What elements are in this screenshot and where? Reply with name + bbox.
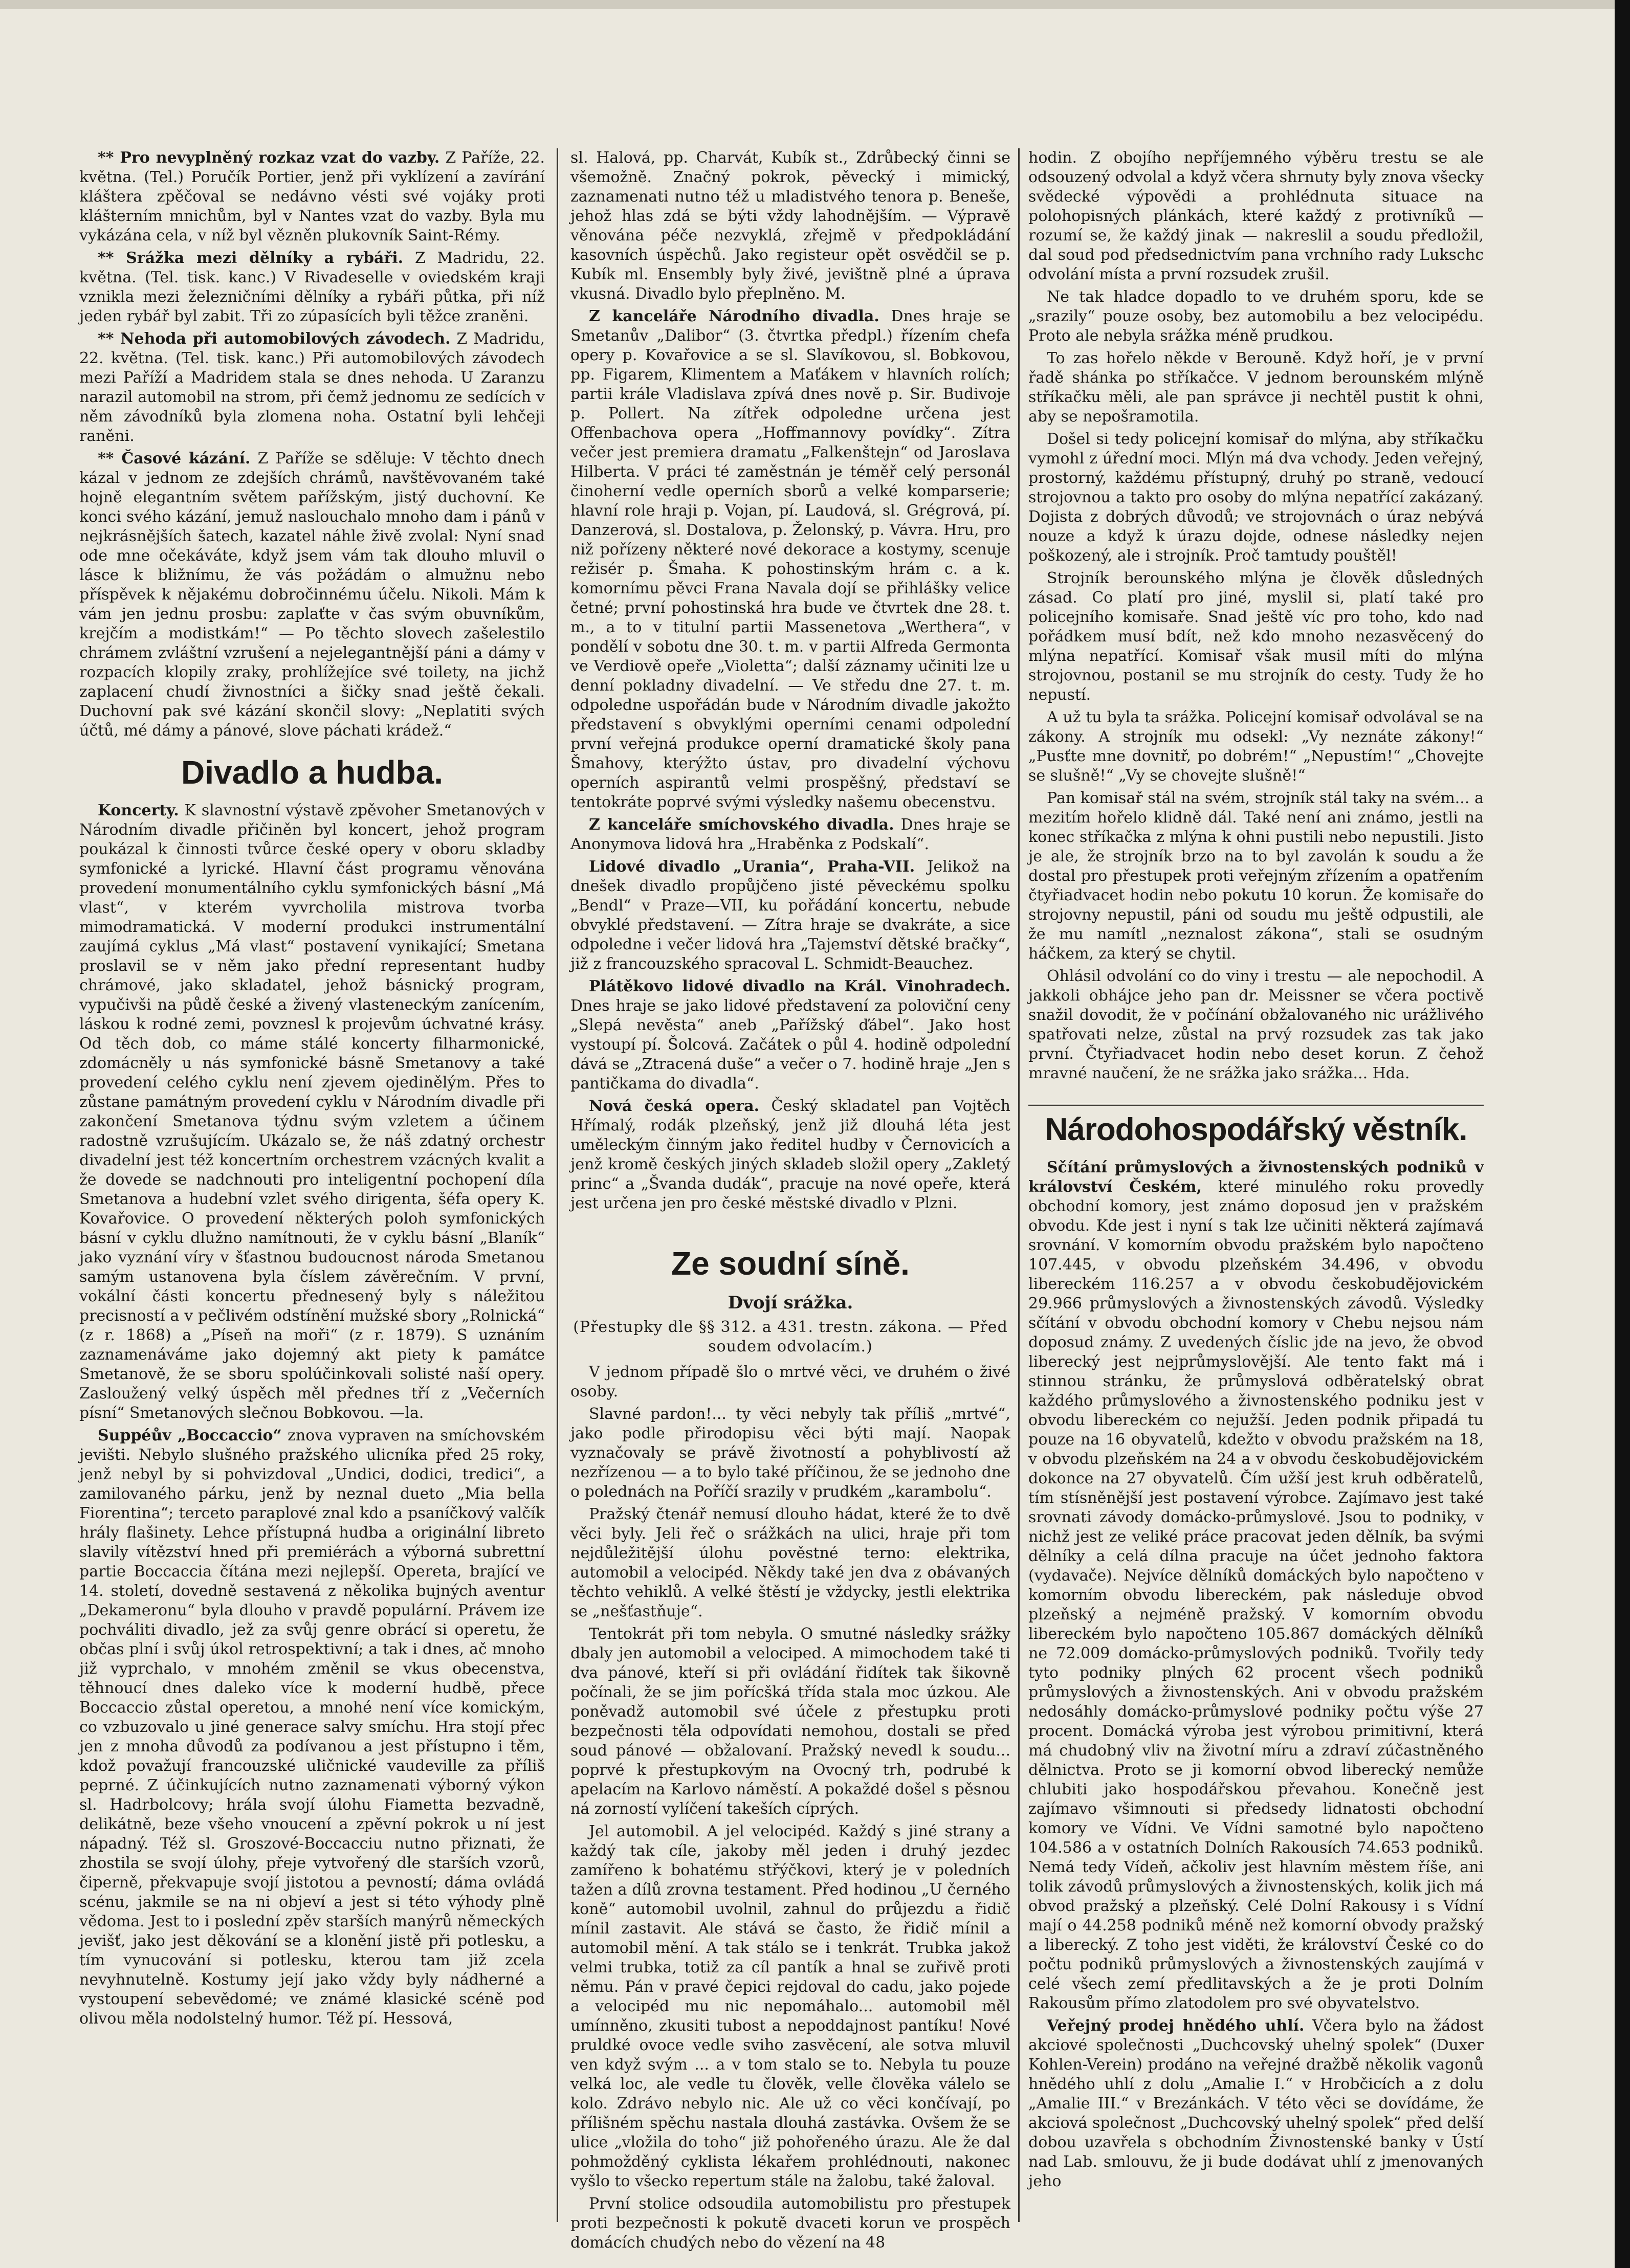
notice-text: Dnes hraje se jako lidové představení za poloviční ceny „Slepá nevěsta“ aneb „Pařížský ďábel“. Jako host vystoupí pí. Šolcová. Začátek o půl 4. hodině odpolední dává se „Ztracená duše“ a večer o 7. hodině hraje „Jen s pantičkama do divadla“. xyxy=(570,997,1010,1093)
economy-item xyxy=(1028,2016,1484,2191)
court-paragraph: hodin. Z obojího nepříjemného výběru trestu se ale odsouzený odvolal a když včera shrnuty byly znova všecky svědecké výpovědi a prohlédnuta situace na polohopisných plánkách, které každý z protivníků — rozumí se, že každý jinak — nakreslil a soudu předložil, dal soud pod předsednictvím pana vrchního rady Lukschc odvolání místa a první rozsudek zrušil. xyxy=(1028,149,1484,283)
notice-lead: Z kanceláře Národního divadla. xyxy=(589,307,879,325)
column-rule xyxy=(1018,148,1020,2222)
court-paragraph: V jednom případě šlo o mrtvé věci, ve druhém o živé osoby. xyxy=(570,1363,1010,1400)
page-top-edge xyxy=(0,0,1630,9)
notice-text: Dnes hraje se Anonymova lidová hra „Hraběnka z Podskalí“. xyxy=(570,816,1010,853)
court-paragraph: Strojník berounského mlýna je člověk důsledných zásad. Co platí pro jiné, myslil si, platí také pro policejního komisaře. Snad ještě víc pro toho, kdo nad pořádkem musí bdít, než kdo mnoho nezasvěcený do mlýna nepatřící. Komisař však musil míti do mlýna strojovnou, postanil se mu strojník do cesty. Tudy že ho nepustí. xyxy=(1028,569,1484,704)
section-heading-theatre: Divadlo a hudba. xyxy=(181,754,444,791)
news-text: Z Madridu, 22. května. (Tel. tisk. kanc.) V Rivadeselle v oviedském kraji vznikla mezi železničními dělníky a rybáři půtka, při níž jeden rybář byl zabit. Tři zo zúpasících byli těžce zraněni. xyxy=(79,249,545,325)
news-item xyxy=(79,148,545,246)
continued-paragraph: sl. Halová, pp. Charvát, Kubík st., Zdrůbecký činni se všemožně. Značný pokrok, pěvecký i mimický, zaznamenati nutno též u mladistvého tenora p. Beneše, jehož hlas zdá se býti vždy lahodnějším. — Výpravě věnována péče nezvyklá, zřejmě v předpokládání kasovních úspěchů. Jako registeur opět osvědčil se p. Kubík ml. Ensembly byly živé, jevištně plné a úprava vkusná. Divadlo bylo přeplněno. M. xyxy=(570,149,1010,303)
notice-lead: Z kanceláře smíchovského divadla. xyxy=(589,816,894,834)
news-text: Z Madridu, 22. května. (Tel. tisk. kanc.) Při automobilových závodech mezi Paříží a Madridem stala se dnes nehoda. U Zaranzu narazil automobil na strom, při čemž jednomu ze sedících v něm závodníků byla zlomena noha. Ostatní byli lehčeji raněni. xyxy=(79,330,545,445)
economy-lead: Sčítání průmyslových a živnostenských podniků v království Českém, xyxy=(1028,1159,1484,1196)
theatre-lead: Koncerty. xyxy=(98,802,179,819)
court-paragraph: Tentokrát při tom nebyla. O smutné následky srážky dbaly jen automobil a velociped. A mimochodem také ti dva pánové, kteří si při ovládání řidítek tak šikovně počínali, že se jim pořícšká třída stala moc úzkou. Ale poněvadž automobil své účele z přestupku proti bezpečnosti těla odpovídati nemohou, dostali se před soud pánové — obžalovaní. Pražský nevedl k soudu... poprvé k přestupkovým na Ovocný trh, podrubé k apelacím na Karlovo náměstí. A pokaždé došel s pěsnou ná zorností vylíčení takeších cíprých. xyxy=(570,1625,1010,1818)
section-heading-economy: Národohospodářský věstník. xyxy=(1028,1104,1484,1149)
court-paragraph: To zas hořelo někde v Berouně. Když hoří, je v první řadě shánka po stříkačce. V jednom berounském mlýně stříkačku měli, ale pan správce ji nechtěl pustit k ohni, aby se nepošramotila. xyxy=(1028,349,1484,426)
theatre-signature: —la. xyxy=(389,1404,424,1422)
news-lead: ** Pro nevyplněný rozkaz vzat do vazby. xyxy=(98,149,440,167)
theatre-text: K slavnostní výstavě zpěvoher Smetanových v Národním divadle přičiněn byl koncert, jehož program poukázal k činnosti tvůrce české opery v oboru skladby symfonické a lyrické. Hlavní část programu věnována provedení monumentálního cyklu symfonických básní „Má vlast“, v kterém vyvrcholila mistrova tvorba mimodramatická. V moderní produkci instrumentální zaujímá cyklus „Má vlast“ postavení vynikající; Smetana proslavil se v něm jako přední representant hudby chrámové, jako skladatel, jehož básnický program, vypučivši na půdě české a živený vlasteneckým zanícením, láskou k rodné zemi, povznesl k projevům úchvatné krásy. Od těch dob, co máme stálé koncerty filharmonické, zdomácněly u nás symfonické básně Smetanovy a také provedení celého cyklu není zjevem ojedinělým. Přes to zůstane památným provedení cyklu v Národním divadle při zakončení Smetanova týdnu svým vzletem a účinem radostně vzrušujícím. Ukázalo se, že náš zdatný orchestr divadelní jest též koncertním orchestrem vzácných kvalit a že dovede se nadchnouti pro inteligentní pochopení díla Smetanova a hudební vzlet svého dirigenta, šéfa opery K. Kovařovice. O provedení některých poloh symfonických básní v cyklu dlužno namítnouti, že v cyklu básní „Blaník“ jako vyznání víry v šťastnou budoucnost národa Smetanou samým ustanovena byla číslem závěrečním. V první, vokální části koncertu přednesený byly s náležitou precisností a v pečlivém odstínění mužské sbory „Rolnická“ (z r. 1868) a „Píseň na moři“ (z r. 1879). S uznáním zaznamenáváme jako dojemný akt piety k památce Smetanově, že se sboru spolúčinkovali solisté naší opery. Zasloužený velký úspěch měl přednes tří z „Večerních písní“ Smetanových slečnou Bobkovou. xyxy=(79,802,545,1422)
section-heading-court: Ze soudní síně. xyxy=(671,1245,910,1282)
news-lead: ** Časové kázání. xyxy=(98,450,251,468)
page-right-edge xyxy=(1615,0,1630,2268)
court-paragraph: Jel automobil. A jel velocipéd. Každý s jiné strany a každý tak cíle, jakoby měl jeden i druhý jezdec zamířeno k bohatému střýčkovi, který je v poledních tažen a dílů zrovna testament. Před hodinou „U černého koně“ automobil uvolnil, zahnul do průjezdu a řidič mínil zastavit. Ale stává se často, že řidič mínil a automobil mění. A tak stálo se i tenkrát. Trubka jakož velmi trubka, totiž za cíl pantík a hnal se zuřivě proti němu. Pán v pravé čepici rejdoval do cadu, jako pojede a velocipéd mu nic nepomáhalo... automobil měl umínněno, zkusiti tubost a nepoddajnost pantíku! Nové pruldké ovoce vedle sviho zasvěcení, ale sotva mluvil ven když svým ... a v tom stalo se to. Nebyla tu pouze velká loc, ale vedle tu člověk, velle člověka válelo se kolo. Zdrávo nebylo nic. Ale už co věci končívají, po přílišném spěchu nastala dlouhá zastávka. Ovšem že se ulice „vložila do toho“ již pohořeného úrazu. Ale že dal pohmožděný cyklista lékařem prohlédnouti, nakonec vyšlo to všecko repertum stále na žalobu, také žaloval. xyxy=(570,1822,1010,2190)
court-paragraph: Pražský čtenář nemusí dlouho hádat, které že to dvě věci byly. Jeli řeč o srážkách na ulici, hraje při tom nejdůležitější úlohu pověstné terno: elektrika, automobil a velocipéd. Někdy také jen dva z obávaných těchto vehiklů. A velké štěstí je vždycky, jestli elektrika se „nešťastňuje“. xyxy=(570,1505,1010,1620)
economy-text: které minulého roku provedly obchodní komory, jest známo doposud jen v pražském obvodu. Kde jest i nyní s tak lze učiniti některá zajímavá srovnání. V komorním obvodu pražském bylo napočteno 107.445, v obvodu plzeňském 34.496, v obvodu libereckém 116.257 a v obvodu českobudějovickém 29.966 průmyslových a živnostenských závodů. Výsledky sčítání v obvodu obchodní komory v Chebu nejsou nám doposud známy. Z uvedených číslic jde na jevo, že obvod liberecký jest nejprůmyslovější. Ale tento fakt má i stinnou stránku, že průmyslová odběratelský obrat každého průmyslového a živnostenského podniku jest v obvodu libereckém co nejužší. Jeden podnik připadá tu pouze na 16 obyvatelů, kdežto v obvodu pražském na 18, v obvodu plzeňském na 24 a v obvodu českobudějovickém dokonce na 27 obyvatelů. Čím užší jest kruh odběratelů, tím stísněnější jest postavení výrobce. Zajímavo jest také srovnati závody domácko-průmyslové. Jsou to podniky, v nichž jest ze veliké práce pracovat jeden dělník, ba svými dělníky a celá dílna pracuje na účet jednoho faktora (vydavače). Nejvíce dělníků domáckých bylo napočteno v komorním obvodu libereckém, pak následuje obvod plzeňský a nejméně pražský. V komorním obvodu libereckém bylo napočteno 105.867 domáckých dělníků ne 72.009 domácko-průmyslových podniků. Tvořily tedy tyto podniky plných 62 procent všech podniků průmyslových a živnostenských. Ani v obvodu pražském nedosáhly domácko-průmyslové podniky počtu výše 27 procent. Domácká výroba jest výrobou primitivní, která má chudobný vliv na životní míru a zdraví zúčastněného dělnictva. Proto se ji komorní obvod liberecký nemůže chlubiti jako hospodářskou převahou. Konečně jest zajímavo všimnouti si předsedy lidnatosti obchodní komory ve Vídni. Ve Vídni samotné bylo napočteno 104.586 a v ostatních Dolních Rakousích 74.653 podniků. Nemá tedy Vídeň, ačkoliv jest hlavním městem říše, ani tolik závodů průmyslových a živnostenských, kolik jich má obvod pražský a plzeňský. Celé Dolní Rakousy i s Vídní mají o 44.258 podniků méně než komorní obvody pražský a liberecký. Z toho jest viděti, že království České co do počtu podniků průmyslových a živnostenských zaujímá v celé všech zemí předlitavských a že je proti Dolním Rakousům přímo zlatodolem pro své obyvatelstvo. xyxy=(1028,1178,1484,2012)
court-subheading-note: (Přestupky dle §§ 312. a 431. trestn. zákona. — Před soudem odvolacím.) xyxy=(573,1318,1008,1355)
news-lead: ** Nehoda při automobilových závodech. xyxy=(98,330,451,348)
court-paragraph: Ne tak hladce dopadlo to ve druhém sporu, kde se „srazily“ pouze osoby, bez automobilu a bez velocipédu. Proto ale nebyla srážka méně prudkou. xyxy=(1028,288,1484,345)
notice-lead: Plátěkovo lidové divadlo na Král. Vinohradech. xyxy=(589,977,1010,995)
news-text: Z Paříže se sděluje: V těchto dnech kázal v jednom ze zdejších chrámů, navštěvovaném také hojně elegantním světem pařížským, jistý duchovní. Ke konci svého kázání, jemuž naslouchalo mnoho dam i pánů v nejkrásnějších šatech, kazatel náhle živě zvolal: Nyní snad ode mne očekáváte, když jsem vám tak dlouho mluvil o lásce k bližnímu, že vás požádám o almužnu nebo příspěvek k nějakému dobročinnému účelu. Nikoli. Mám k vám jen jednu prosbu: zaplaťte v čas svým obuvníkům, krejčím a modistkám!“ — Po těchto slovech zašelestilo chrámem zvláštní vzrušení a nejelegantnější páni a dámy v rozpacích klopily zraky, prohlížejíce své toilety, na jichž zaplacení chudí živnostníci a šičky snad ještě čekali. Duchovní pak své kázání skončil slovy: „Neplatiti svých účtů, mé dámy a pánové, slove páchati krádež.“ xyxy=(79,450,545,740)
theatre-item xyxy=(79,1426,545,2029)
column-3 xyxy=(1028,148,1484,2222)
news-lead: ** Srážka mezi dělníky a rybáři. xyxy=(98,249,404,267)
court-paragraph: První stolice odsoudila automobilistu pro přestupek proti bezpečnosti k pokutě dvaceti korun ve prospěch domácích chudých nebo do vězení na 48 xyxy=(570,2195,1010,2252)
column-rule xyxy=(557,148,558,2222)
notice-lead: Nová česká opera. xyxy=(589,1097,760,1115)
court-paragraph: Slavné pardon!... ty věci nebyly tak příliš „mrtvé“, jako podle přirodopisu věci býti mají. Naopak vyznačovaly se právě životností a pohyblivostí až nezřízenou — a to bylo také příčinou, že se jednoho dne o polednách na Poříčí srazily v prudkém „karambolu“. xyxy=(570,1405,1010,1501)
court-subheading: Dvojí srážka. xyxy=(728,1293,853,1313)
notice-text: Jelikož na dnešek divadlo propůjčeno jisté pěveckému spolku „Bendl“ v Praze—VII, ku pořádání koncertu, nebude obvyklé představení. — Zítra hraje se dvakráte, a sice odpoledne i večer lidová hra „Tajemství dětské bračky“, již z francouzského spracoval L. Schmidt-Beauchez. xyxy=(570,858,1010,973)
theatre-text: znova vypraven na smíchovském jevišti. Nebylo slušného pražského ulicníka před 25 roky, jenž nebyl by si pohvizdoval „Undici, dodici, tredici“, a zamilovaného párku, jenž by neznal dueto „Mia bella Fiorentina“; terceto paraplové znal kdo a psaníčkový valčík hrály flašinety. Lehce přístupná hudba a originální libreto slavily vítězství hned při premiérách a výborná subrettní partie Boccaccia čítána mezi nejlepší. Opereta, brající ve 14. století, dovedně sestavená z několika bujných aventur „Dekameronu“ byla dlouho v pravdě populární. Právem ize pochváliti divadlo, jež za svůj genre obrácí si operetu, že občas plní i svůj úkol retrospektivní; a tak i dnes, ač mnoho již vyprchalo, v mnohém změnil se vkus obecenstva, těhnoucí dnes daleko více k moderní hudbě, přece Boccaccio zůstal operetou, a mnohé není více komickým, co vzbuzovalo u jiné generace salvy smíchu. Hra stojí přec jen z mnoha důvodů za podívanou a jest přístupno i těm, kdož považují francouzské uličnické vaudeville za příliš peprné. Z účinkujících nutno zaznamenati výborný výkon sl. Hadrbolcovy; hrála svojí úlohu Fiametta bezvadně, delikátně, beze všeho vnoucení a zpěvní pokrok u ní jest nápadný. Též sl. Groszové-Boccacciu nutno přiznati, že zhostila se svojí úlohy, přeje vytvořený dle starších vzorů, čiperně, překvapuje svojí jistotou a pevností; dáma ovládá scénu, jakmile se na ni objeví a jest si této výhody plně vědoma. Jest to i poslední zpěv starších manýrů německých jevišť, jako jest děkování se a klonění jistě při potlesku, a tím vynucování si potlesku, kterou tam již zcela nevyhnutelně. Kostumy její jako vždy byly nádherné a vystoupení sebevědomé; ve známé klasické scéně pod olivou měla nodolstelný humor. Též pí. Hessová, xyxy=(79,1427,545,2028)
theatre-lead: Suppéův „Boccaccio“ xyxy=(98,1427,282,1444)
economy-text: Včera bylo na žádost akciové společnosti „Duchcovský uhelný spolek“ (Duxer Kohlen-Verein) prodáno na veřejné dražbě několik vagonů hnědého uhlí z dolu „Amalie I.“ v Hrobčicích a z dolu „Amalie III.“ v Brezánkách. V této věci se dovídáme, že akciová společnost „Duchcovský uhelný spolek“ před delší dobou uzavřela s obchodním Živnostenské banky v Ústí nad Lab. smlouvu, že ji bude dodávat uhlí z jmenovaných jeho xyxy=(1028,2017,1484,2190)
theatre-notice xyxy=(570,977,1010,1094)
news-item xyxy=(79,329,545,446)
court-paragraph: Pan komisař stál na svém, strojník stál taky na svém... a mezitím hořelo klidně dál. Také není ani známo, jestli na konec stříkačka z mlýna k ohni pustili nebo nepustili. Jisto je ale, že strojník brzo na to byl zavolán k soudu a že dostal pro přestupek proti veřejným zřízením a opatřením čtyřiadvacet hodin nebo pokutu 10 korun. Že komisaře do strojovny nepustil, páni od soudu mu ještě odpustili, ale že mu namítl „neznalost zákona“, stali se osudným háčkem, za který se chytil. xyxy=(1028,789,1484,963)
theatre-notice xyxy=(570,307,1010,812)
theatre-notice xyxy=(570,1097,1010,1213)
economy-lead: Veřejný prodej hnědého uhlí. xyxy=(1047,2017,1305,2035)
news-text: Z Paříže, 22. května. (Tel.) Poručík Portier, jenž při vyklízení a zavírání kláštera zpěčoval se nedávno vésti své vojáky proti klášterním mnichům, byl v Nantes vzat do vazby. Byla mu vykázána cela, v níž byl vězněn plukovník Saint-Rémy. xyxy=(79,149,545,244)
theatre-notice xyxy=(570,815,1010,854)
theatre-item xyxy=(79,801,545,1423)
notice-text: Český skladatel pan Vojtěch Hřímalý, rodák plzeňský, jenž již dlouhá léta jest uměleckým činným jako ředitel hudby v Černovicích a jenž kromě českých jiných skladeb složil opery „Zakletý princ“ a „Švanda dudák“, pracuje na nové opeře, která jest určena jen pro české městské divadlo v Plzni. xyxy=(570,1097,1010,1212)
column-1 xyxy=(79,148,545,2222)
court-paragraph: Ohlásil odvolání co do viny i trestu — ale nepochodil. A jakkoli obhájce jeho pan dr. Meissner se včera poctivě snažil dovodit, že v počínání obžalovaného nic urážlivého spatřovati nelze, zůstal na prvý rozsudek zas tak jako první. Čtyřiadvacet hodin nebo deset korun. Z čehož mravné naučení, že ne srážka jako srážka... Hda. xyxy=(1028,967,1484,1082)
news-item xyxy=(79,249,545,326)
column-2 xyxy=(570,148,1010,2252)
notice-lead: Lidové divadlo „Urania“, Praha-VII. xyxy=(589,858,915,876)
theatre-notice xyxy=(570,857,1010,974)
court-paragraph: A už tu byla ta srážka. Policejní komisař odvolával se na zákony. A strojník mu odsekl: „Vy neznáte zákony!“ „Pusťte mne dovnitř, po dobrém!“ „Nepustím!“ „Chovejte se slušně!“ „Vy se chovejte slušně!“ xyxy=(1028,708,1484,785)
economy-item xyxy=(1028,1158,1484,2013)
court-paragraph: Došel si tedy policejní komisař do mlýna, aby stříkačku vymohl z úřední moci. Mlýn má dva vchody. Jeden veřejný, prostorný, každému přístupný, druhý po straně, vedoucí strojovnou a takto pro osoby do mlýna nepatřící zakázaný. Dojista z dobrých důvodů; ve strojovnách o úraz nebývá nouze a když k úrazu dojde, odnese následky nejen poškozený, ale i strojník. Proč tamtudy pouštěl! xyxy=(1028,430,1484,565)
notice-text: Dnes hraje se Smetanův „Dalibor“ (3. čtvrtka předpl.) řízením chefa opery p. Kovařovice a se sl. Slavíkovou, sl. Bobkovou, pp. Figarem, Klimentem a Maťákem v hlavních rolích; partii krále Vladislava zpívá dnes nově p. Sir. Budivoje p. Pollert. Na zítřek odpoledne určena jest Offenbachova opera „Hoffmannovy povídky“. Zítra večer jest premiera dramatu „Falkenštejn“ od Jaroslava Hilberta. V práci té zaměstnán je téměř celý personál činoherní vedle operních sborů a velké komparserie; hlavní role hraji p. Vojan, pí. Laudová, sl. Grégrová, pí. Danzerová, sl. Dostalova, p. Želonský, p. Vávra. Hru, pro niž pořízeny některé nové dekorace a kostymy, scenuje režisér p. Šmaha. K pohostinským hrám c. a k. komornímu pěvci Frana Navala dojí se přihlášky velice četné; první pohostinská hra bude ve čtvrtek dne 28. t. m., a to v titulní partii Massenetova „Werthera“, v pondělí v sobotu dne 30. t. m. v partii Alfreda Germonta ve Verdiově opeře „Violetta“; další záznamy učiniti lze u denní pokladny divadelní. — Ve středu dne 27. t. m. odpoledne uspořádán bude v Národním divadle jakožto představení s obvyklými operními cenami odpolední první veřejná produkce operní dramatické školy pana Šmahovy, kterýžto ústav, pro divadelní výchovu operních aspirantů velmi prospěšný, představí se tentokráte poprvé svými výsledky našemu obecenstvu. xyxy=(570,307,1010,811)
news-item xyxy=(79,449,545,741)
